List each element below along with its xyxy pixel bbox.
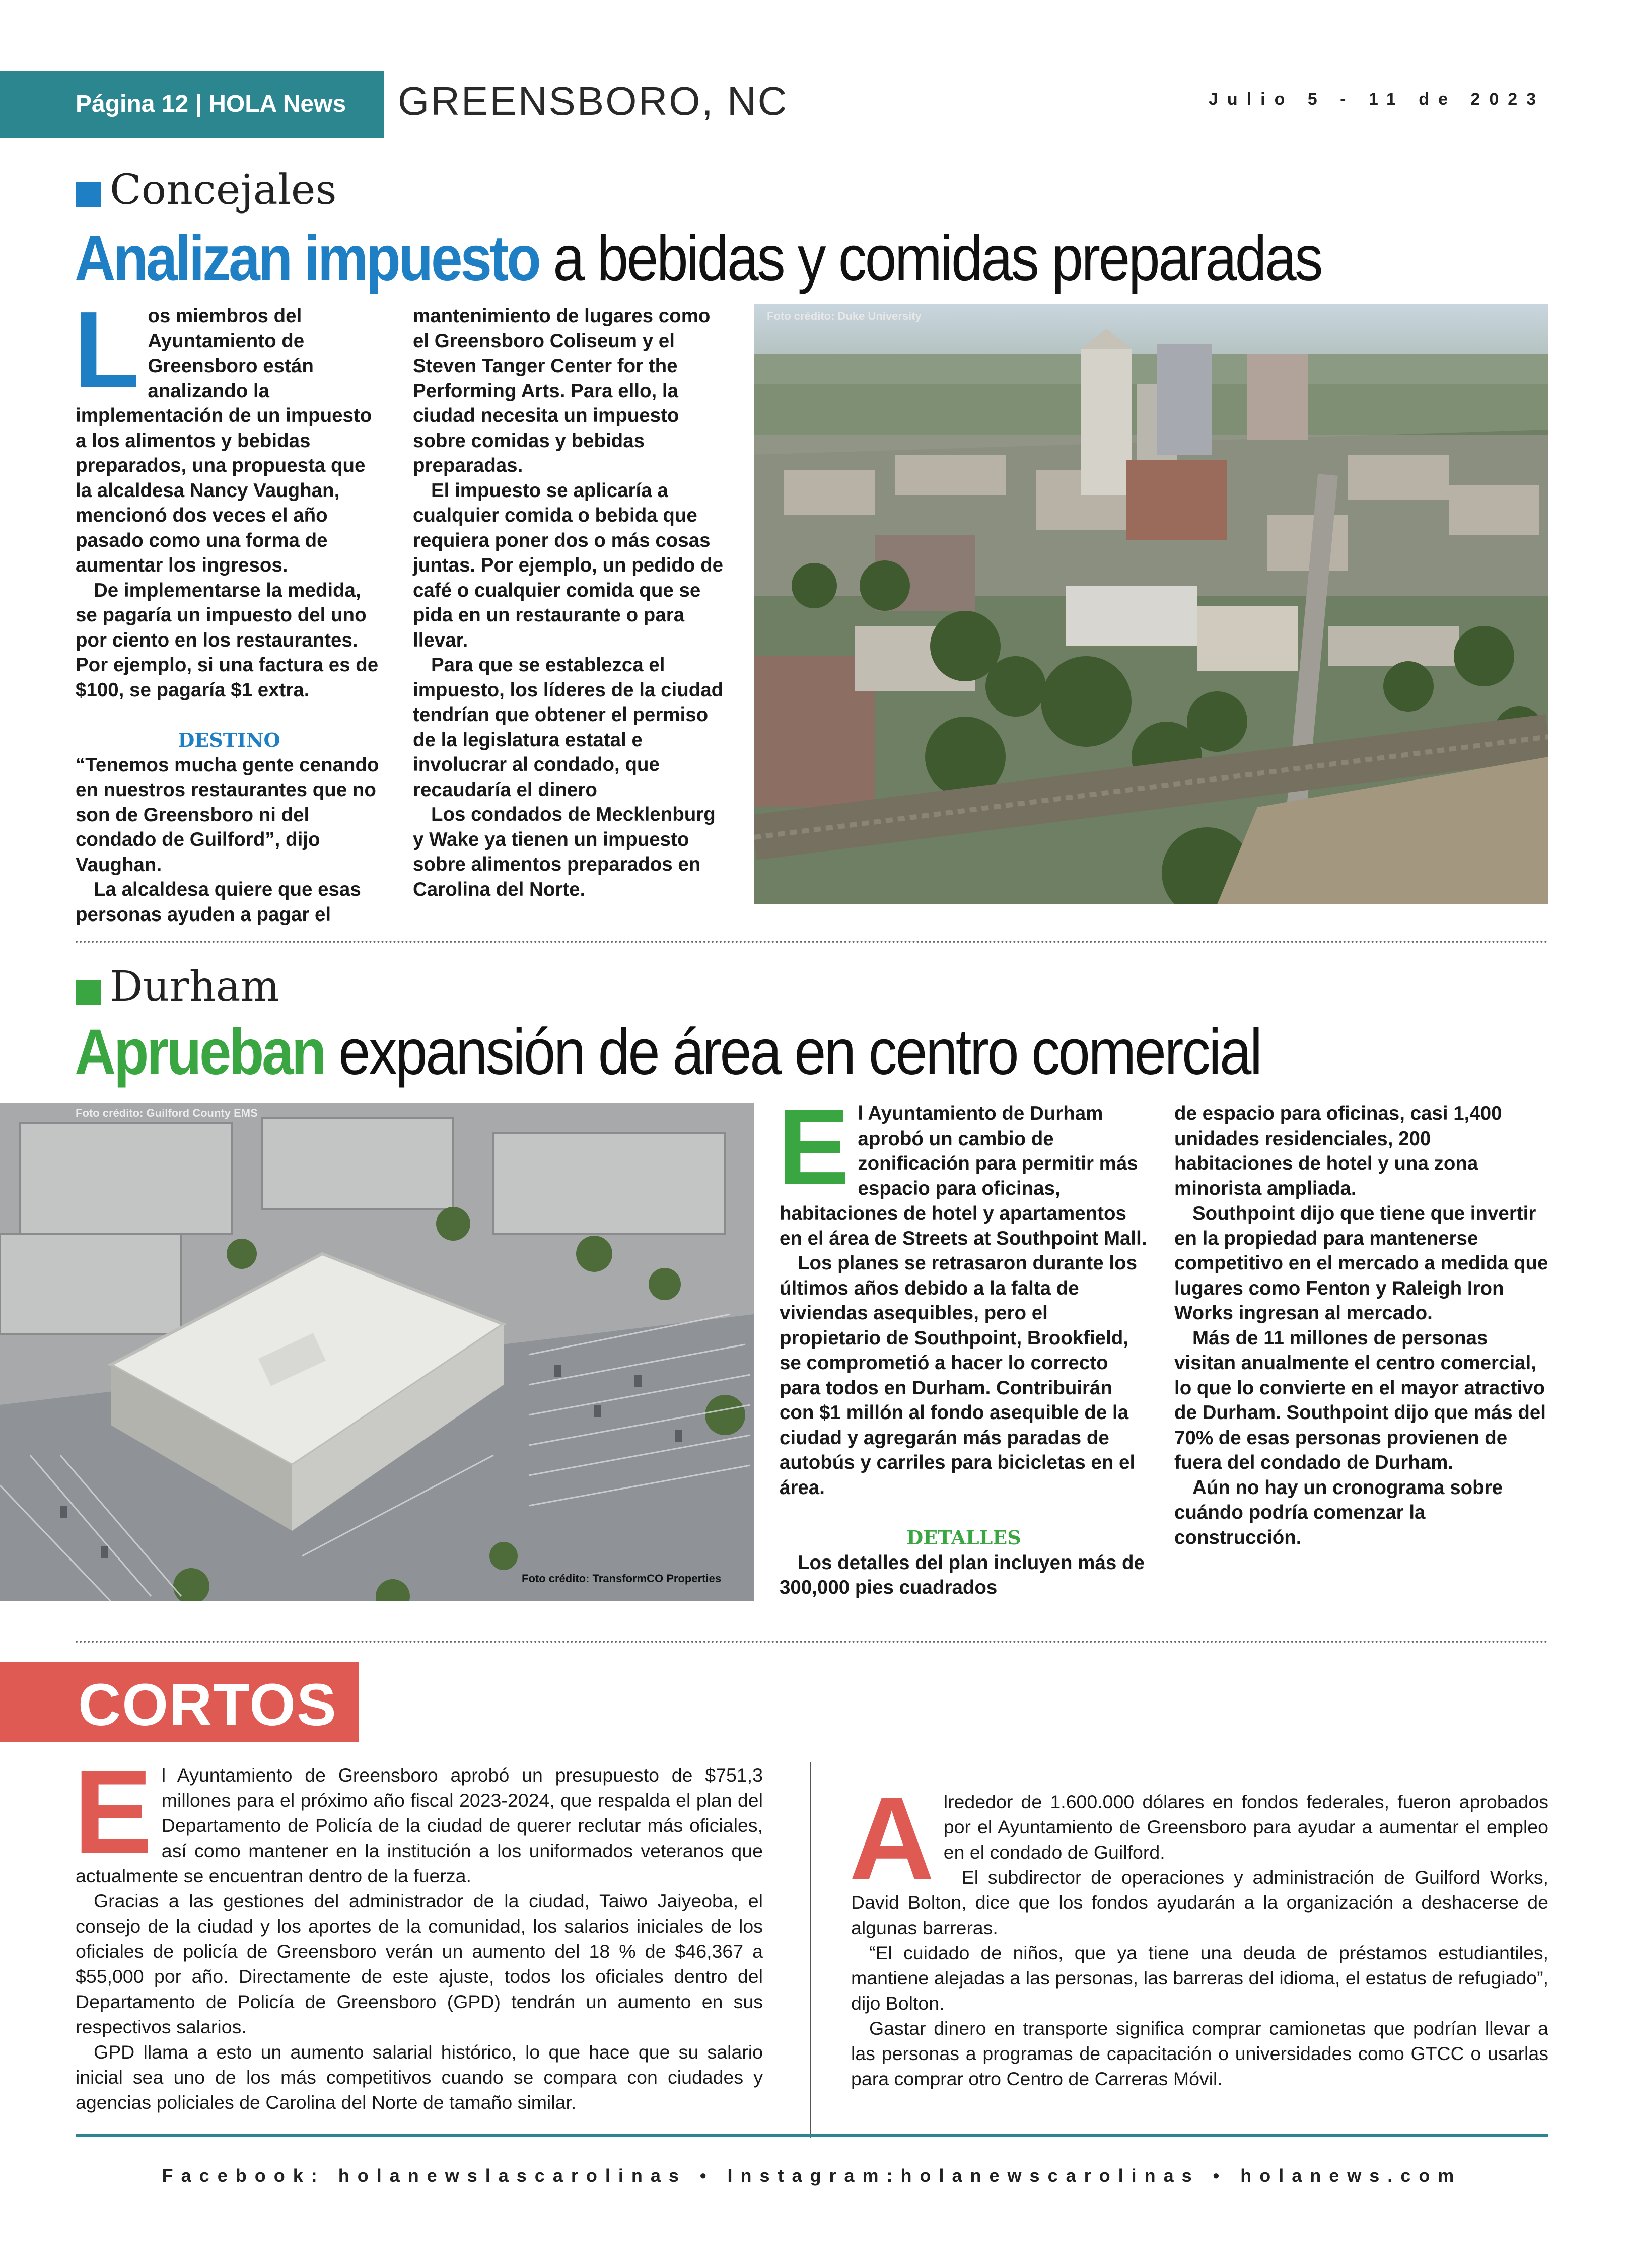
article1-paragraph: os miembros del Ayuntamiento de Greensboro están analizando la implementación de un impuesto a los alimentos y bebidas preparados, una propuesta que la alcaldesa Nancy Vaughan, mencionó dos veces el año pasado como una forma de aumentar los ingresos. — [76, 305, 372, 576]
article2-paragraph: l Ayuntamiento de Durham aprobó un cambio de zonificación para permitir más espacio para oficinas, habitaciones de hotel y apartamentos en el área de Streets at Southpoint Mall. — [780, 1103, 1147, 1249]
article1-headline-bold: Analizan impuesto — [75, 223, 539, 295]
cortos-paragraph: l Ayuntamiento de Greensboro aprobó un presupuesto de $751,3 millones para el próximo año fiscal 2023-2024, que respalda el plan del Departamento de Policía de la ciudad de querer reclutar más oficiales, así como mantener en la institución a los uniformados veteranos que actualmente se encuentran dentro de la fuerza. — [76, 1764, 763, 1886]
kicker-square-icon — [76, 182, 101, 207]
article2-paragraph: Aún no hay un cronograma sobre cuándo podría comenzar la construcción. — [1174, 1476, 1503, 1548]
article1-subhead: DESTINO — [178, 729, 280, 751]
article2-column-2 — [1174, 1101, 1548, 1550]
cortos-right-dropcap: A — [849, 1772, 935, 1904]
greensboro-aerial-photo — [754, 304, 1548, 904]
article2-dropcap: E — [778, 1086, 850, 1208]
article2-headline — [75, 1015, 1261, 1089]
article1-paragraph: El impuesto se aplicaría a cualquier comida o bebida que requiera poner dos o más cosas juntas. Por ejemplo, un pedido de café o cualquier comida que se pida en un restaurante o para llevar. — [413, 479, 724, 651]
cortos-title: CORTOS — [78, 1672, 337, 1738]
cortos-paragraph: Gracias a las gestiones del administrador de la ciudad, Taiwo Jaiyeoba, el consejo de la ciudad y los aportes de la comunidad, los salarios iniciales de los oficiales de policía de Greensboro verán un aumento del 18 % de $46,367 a $55,000 por año. Directamente de este ajuste, todos los oficiales dentro del Departamento de Policía de Greensboro (GPD) tendrán un aumento en sus respectivos salarios. — [76, 1890, 763, 2037]
article1-dropcap: L — [74, 289, 140, 410]
article2-paragraph: Más de 11 millones de personas visitan anualmente el centro comercial, lo que lo convierte en el mayor atractivo de Durham. Southpoint dijo que más del 70% de esas personas provienen de fuera del condado de Durham. — [1174, 1327, 1546, 1473]
article1-column-2 — [413, 304, 730, 902]
kicker-square-icon — [76, 980, 101, 1005]
footer-rule — [76, 2134, 1548, 2137]
article1-paragraph: De implementarse la medida, se pagaría un impuesto del uno por ciento en los restaurantes. Por ejemplo, si una factura es de $100, se pagaría $1 extra. — [76, 579, 379, 701]
article2-paragraph: Los planes se retrasaron durante los últimos años debido a la falta de viviendas asequibles, pero el propietario de Southpoint, Brookfield, se comprometió a hacer lo correcto para todos en Durham. Contribuirán con $1 millón al fondo asequible de la ciudad y agregarán más paradas de autobús y carriles para bicicletas en el área. — [780, 1252, 1137, 1499]
cortos-left-dropcap: E — [74, 1745, 153, 1878]
article1-paragraph: La alcaldesa quiere que esas personas ayuden a pagar el — [76, 879, 361, 926]
cortos-paragraph: “El cuidado de niños, que ya tiene una deuda de préstamos estudiantiles, mantiene alejadas a las personas, las barreras del idioma, el estatus de refugiado”, dijo Bolton. — [851, 1942, 1548, 2014]
cortos-paragraph: GPD llama a esto un aumento salarial histórico, lo que hace que su salario inicial sea uno de los más competitivos cuando se compara con ciudades y agencias policiales de Carolina del Norte de tamaño similar. — [76, 2041, 763, 2113]
article1-headline — [75, 222, 1321, 296]
photo-credit: Foto crédito: Guilford County EMS — [76, 1107, 258, 1119]
article2-kicker: Durham — [110, 963, 280, 1011]
article1-paragraph: Los condados de Mecklenburg y Wake ya tienen un impuesto sobre alimentos preparados en Carolina del Norte. — [413, 804, 716, 900]
page-label: Página 12 | HOLA News — [76, 91, 346, 117]
article2-headline-rest: expansión de área en centro comercial — [324, 1016, 1261, 1088]
article2-paragraph: de espacio para oficinas, casi 1,400 unidades residenciales, 200 habitaciones de hotel y una zona minorista ampliada. — [1174, 1103, 1502, 1199]
footer-social-links: Facebook: holanewslascarolinas • Instagram:holanewscarolinas • holanews.com — [162, 2165, 1462, 2186]
section-divider — [76, 1641, 1548, 1643]
article1-column-1 — [74, 289, 383, 927]
article2-paragraph: Los detalles del plan incluyen más de 300,000 pies cuadrados — [780, 1551, 1145, 1598]
cortos-right-column — [849, 1772, 1548, 2091]
photo-credit: Foto crédito: TransformCO Properties — [522, 1572, 722, 1585]
article1-kicker: Concejales — [110, 166, 337, 214]
cortos-paragraph: Gastar dinero en transporte significa comprar camionetas que podrían llevar a las personas a programas de capacitación o universidades como GTCC o usarlas para comprar otro Centro de Carreras Móvil. — [851, 2018, 1548, 2089]
issue-date: Julio 5 - 11 de 2023 — [1209, 90, 1545, 109]
article2-headline-bold: Aprueban — [75, 1016, 325, 1088]
article1-headline-rest: a bebidas y comidas preparadas — [539, 223, 1322, 295]
cortos-left-column — [74, 1745, 763, 2115]
article1-paragraph: “Tenemos mucha gente cenando en nuestros restaurantes que no son de Greensboro ni del condado de Guilford”, dijo Vaughan. — [76, 754, 379, 876]
cortos-paragraph: El subdirector de operaciones y administración de Guilford Works, David Bolton, dice que los fondos ayudarán a la organización a deshacerse de algunas barreras. — [851, 1867, 1548, 1938]
article2-subhead: DETALLES — [906, 1526, 1021, 1549]
article2-paragraph: Southpoint dijo que tiene que invertir en la propiedad para mantenerse competitivo en el mercado a medida que lugares como Fenton y Raleigh Iron Works ingresan al mercado. — [1174, 1202, 1548, 1324]
section-city-title: GREENSBORO, NC — [398, 79, 789, 123]
greensboro-aerial-illustration — [754, 304, 1548, 904]
article1-paragraph: mantenimiento de lugares como el Greensboro Coliseum y el Steven Tanger Center for the Performing Arts. Para ello, la ciudad necesita un impuesto sobre comidas y bebidas preparadas. — [413, 305, 711, 476]
cortos-banner — [0, 1662, 359, 1742]
article1-paragraph: Para que se establezca el impuesto, los líderes de la ciudad tendrían que obtener el permiso de la legislatura estatal e involucrar al condado, que recaudaría el dinero — [413, 654, 724, 801]
page-label-tab — [0, 71, 384, 138]
southpoint-mall-aerial-photo — [0, 1103, 754, 1601]
photo-credit: Foto crédito: Duke University — [767, 310, 922, 322]
column-divider — [810, 1762, 811, 2138]
article2-column-1 — [778, 1086, 1148, 1600]
section-divider — [76, 941, 1548, 943]
mall-aerial-illustration — [0, 1103, 754, 1601]
cortos-paragraph: lrededor de 1.600.000 dólares en fondos federales, fueron aprobados por el Ayuntamiento de Greensboro para ayudar a aumentar el empleo en el condado de Guilford. — [943, 1791, 1548, 1863]
